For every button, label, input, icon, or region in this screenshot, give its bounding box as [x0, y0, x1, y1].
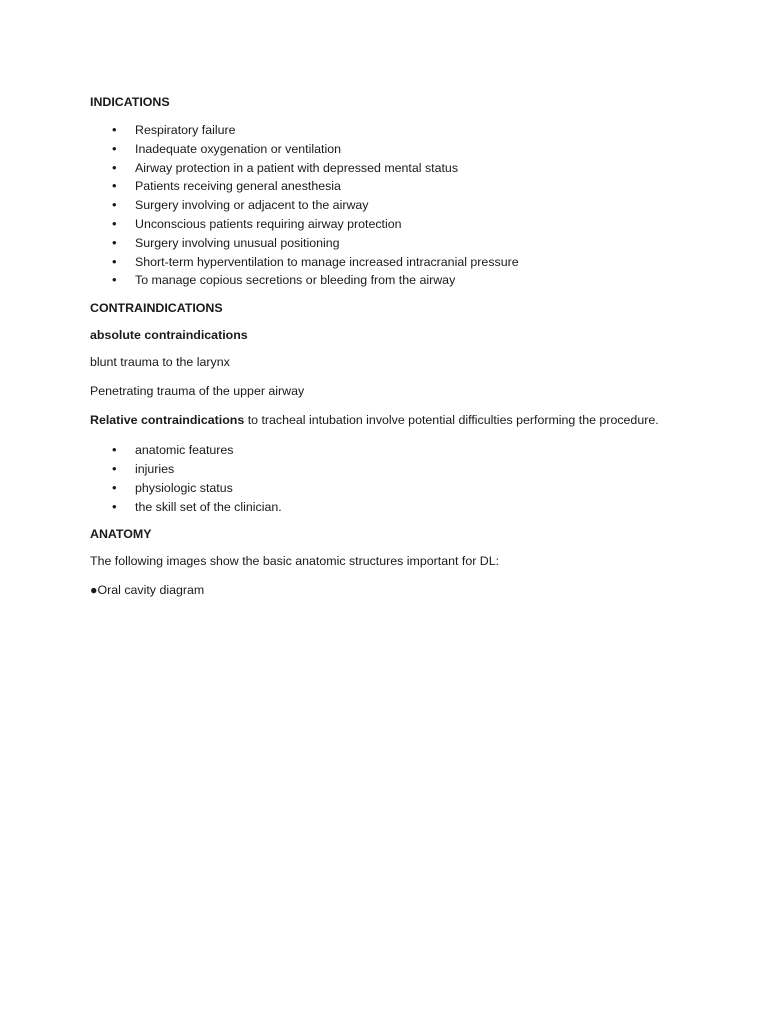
anatomy-heading: ANATOMY [90, 527, 152, 542]
bullet-icon: • [112, 442, 117, 458]
relative-contraindications-paragraph [90, 412, 710, 429]
list-item-text: Surgery involving unusual positioning [135, 235, 340, 250]
list-item [90, 253, 710, 272]
list-item [90, 140, 710, 159]
list-item [90, 441, 710, 460]
document-page [90, 94, 710, 611]
list-item-text: Inadequate oxygenation or ventilation [135, 141, 341, 156]
anatomy-intro: The following images show the basic anatomic structures important for DL: [90, 554, 500, 569]
absolute-item-penetrating-trauma: Penetrating trauma of the upper airway [90, 384, 305, 399]
list-item [90, 479, 710, 498]
oral-cavity-diagram-line: ●Oral cavity diagram [90, 583, 205, 598]
list-item-text: injuries [135, 461, 175, 476]
bullet-icon: • [112, 498, 117, 514]
bullet-icon: • [112, 272, 117, 288]
list-item-text: Short-term hyperventilation to manage increased intracranial pressure [135, 254, 519, 269]
bullet-icon: • [112, 234, 117, 250]
bullet-icon: • [112, 140, 117, 156]
list-item [90, 159, 710, 178]
list-item [90, 177, 710, 196]
list-item [90, 271, 710, 290]
list-item-text: Airway protection in a patient with depressed mental status [135, 160, 459, 175]
bullet-icon: • [112, 197, 117, 213]
list-item-text: the skill set of the clinician. [135, 499, 282, 514]
contraindications-heading: CONTRAINDICATIONS [90, 301, 223, 316]
bullet-icon: • [112, 159, 117, 175]
list-item [90, 215, 710, 234]
absolute-item-blunt-trauma: blunt trauma to the larynx [90, 355, 230, 370]
bullet-icon: • [112, 460, 117, 476]
relative-contraindications-lead: Relative contraindications [90, 413, 245, 428]
list-item [90, 121, 710, 140]
list-item-text: Respiratory failure [135, 123, 236, 137]
list-item [90, 460, 710, 479]
list-item-text: physiologic status [135, 480, 233, 495]
bullet-icon: • [112, 122, 117, 137]
list-item-text: Unconscious patients requiring airway protection [135, 216, 402, 231]
bullet-icon: • [112, 178, 117, 194]
absolute-contraindications-heading: absolute contraindications [90, 328, 248, 343]
relative-contraindications-list [90, 441, 710, 516]
indications-list [90, 121, 710, 290]
list-item-text: anatomic features [135, 443, 234, 458]
list-item [90, 196, 710, 215]
bullet-icon: • [112, 215, 117, 231]
list-item-text: Patients receiving general anesthesia [135, 179, 341, 194]
list-item-text: Surgery involving or adjacent to the airway [135, 198, 369, 213]
list-item [90, 234, 710, 253]
relative-contraindications-text: to tracheal intubation involve potential difficulties performing the procedure. [244, 413, 659, 428]
bullet-icon: • [112, 253, 117, 269]
list-item [90, 498, 710, 517]
indications-heading: INDICATIONS [90, 95, 170, 109]
list-item-text: To manage copious secretions or bleeding from the airway [135, 273, 456, 288]
bullet-icon: • [112, 479, 117, 495]
